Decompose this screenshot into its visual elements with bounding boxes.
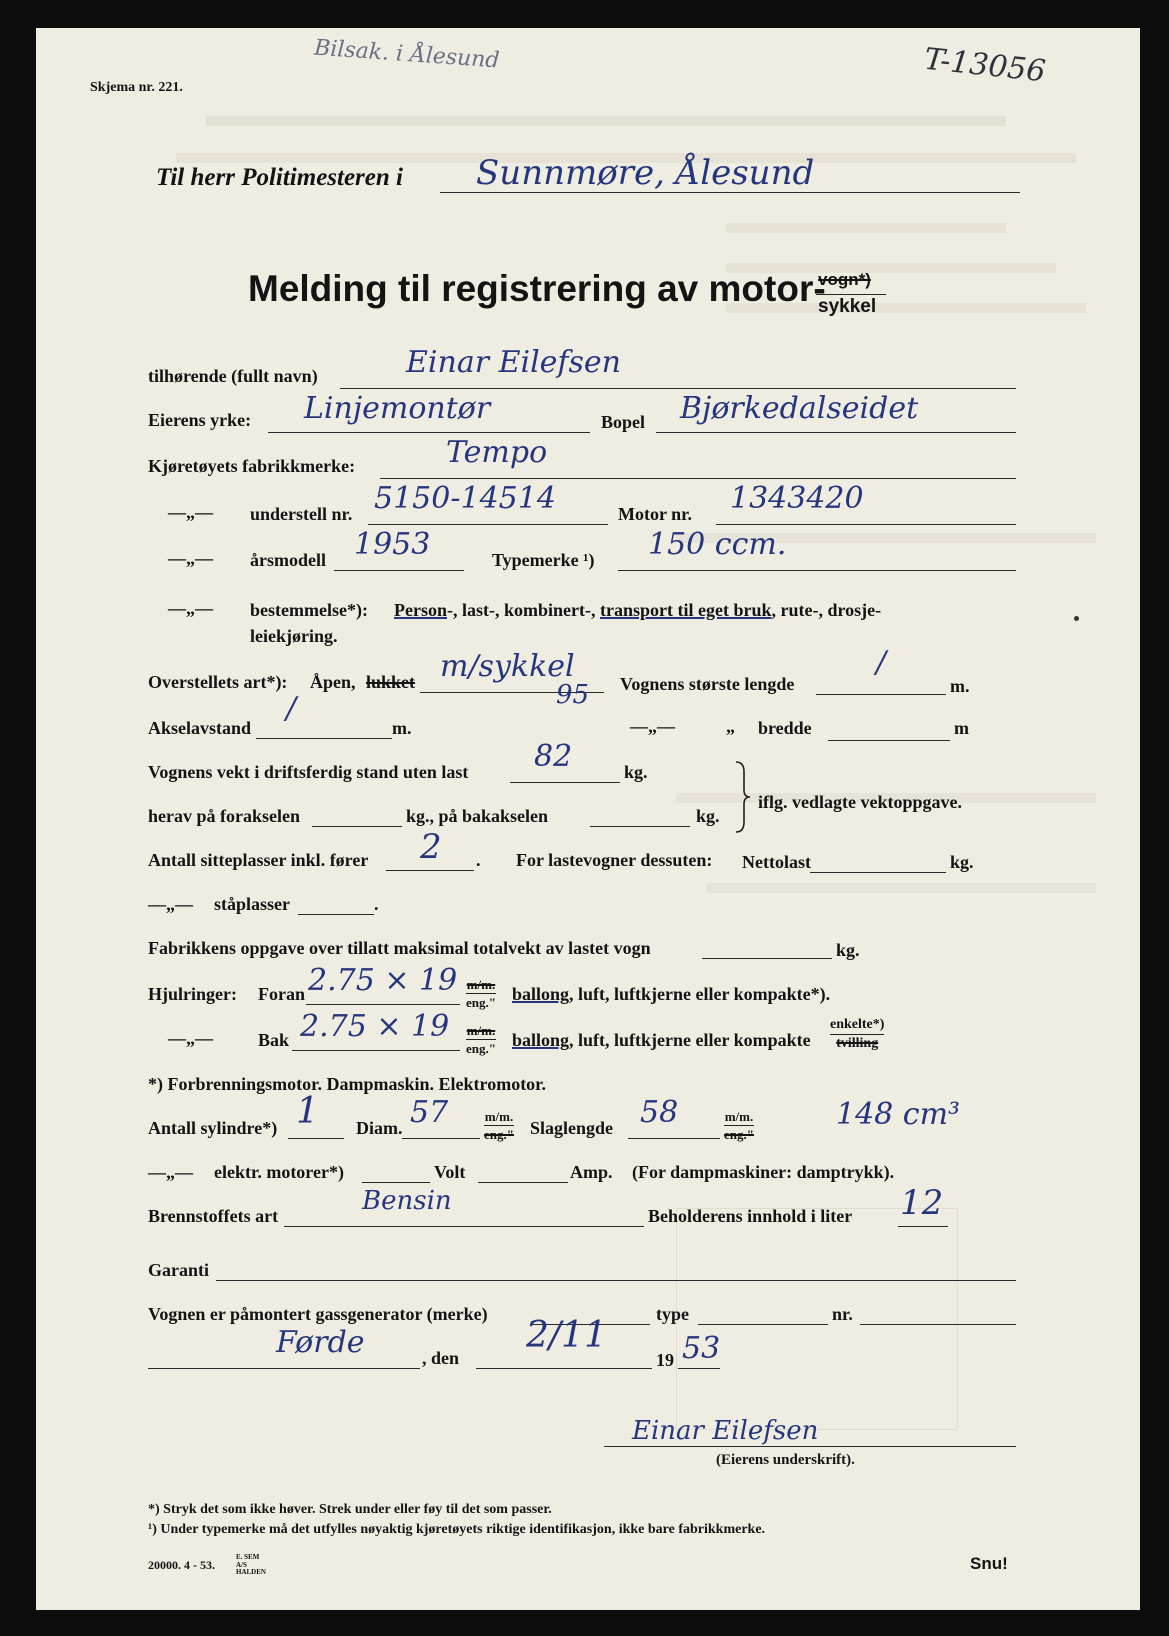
title-fraction-line [816, 294, 886, 295]
rear-wheel-field[interactable] [292, 1050, 460, 1051]
front-tyre-type [512, 984, 830, 1005]
year-dash: —„— [168, 548, 213, 568]
residence-value: Bjørkedalseidet [680, 391, 919, 426]
warranty-field[interactable] [216, 1280, 1016, 1281]
seats-value: 2 [420, 827, 442, 867]
owner-signature: Einar Eilefsen [632, 1416, 819, 1446]
engine-types: *) Forbrenningsmotor. Dampmaskin. Elektromotor. [148, 1074, 547, 1094]
weight-note: iflg. vedlagte vektoppgave. [758, 792, 962, 812]
seats-dot: . [476, 850, 481, 870]
diam-label: Diam. [356, 1118, 403, 1138]
tank-value: 12 [900, 1183, 944, 1223]
pencil-note: Bilsak. i Ålesund [313, 35, 501, 74]
front-axle-field[interactable] [312, 826, 402, 827]
print-code: 20000. 4 - 53. [148, 1558, 215, 1572]
gas-nr-label: nr. [832, 1304, 853, 1324]
gas-type-label: type [656, 1304, 689, 1324]
purpose-person[interactable]: Person [394, 600, 447, 620]
form-number: Skjema nr. 221. [90, 80, 183, 95]
owner-field[interactable] [340, 388, 1016, 389]
type-value: 150 ccm. [648, 527, 787, 562]
occupation-label: Eierens yrke: [148, 410, 252, 430]
axle-value: / [286, 691, 297, 726]
max-weight-label: Fabrikkens oppgave over tillatt maksimal totalvekt av lastet vogn [148, 938, 651, 958]
printer-name: E. SEM A/S HALDEN [236, 1553, 266, 1577]
addressee-label: Til herr Politimesteren i [156, 164, 403, 191]
chassis-value: 5150-14514 [374, 481, 556, 516]
front-wheel-value: 2.75 × 19 [308, 963, 458, 998]
diam-field[interactable] [402, 1138, 480, 1139]
owner-label: tilhørende (fullt navn) [148, 366, 318, 386]
rear-axle-label: kg., på bakakselen [406, 806, 549, 826]
cylinders-label: Antall sylindre*) [148, 1118, 278, 1138]
purpose-end: , rute-, drosje- [771, 600, 882, 620]
diam-unit-fraction: m/m. eng." [484, 1109, 514, 1142]
rear-tyre-rest: , luft, luftkjerne eller kompakte [569, 1030, 811, 1050]
front-axle-label: herav på forakselen [148, 806, 300, 826]
front-tyre-rest: , luft, luftkjerne eller kompakte*). [569, 984, 831, 1004]
axle-label: Akselavstand [148, 718, 252, 738]
motor-value: 1343420 [730, 481, 864, 516]
year-suffix-value: 53 [682, 1331, 721, 1366]
title-vogn: vogn*) [818, 270, 871, 289]
rear-ballong[interactable]: ballong [512, 1030, 570, 1050]
weight-value: 82 [534, 739, 573, 774]
rear-axle-unit: kg. [696, 806, 720, 826]
front-unit-fraction: m/m. eng." [466, 977, 496, 1010]
wheels-label: Hjulringer: [148, 984, 237, 1004]
net-label: Nettolast [742, 852, 811, 872]
tank-field[interactable] [898, 1226, 948, 1227]
place-value: Førde [276, 1325, 365, 1360]
stroke-value: 58 [640, 1095, 679, 1130]
seats-field[interactable] [386, 870, 474, 871]
date-label: , den [422, 1348, 460, 1368]
amp-label: Amp. [570, 1162, 613, 1182]
addressee-value: Sunnmøre, Ålesund [476, 153, 815, 193]
truck-label: For lastevogner dessuten: [516, 850, 713, 870]
length-value: / [876, 645, 887, 680]
make-label: Kjøretøyets fabrikkmerke: [148, 456, 356, 476]
rear-wheel-label: Bak [258, 1030, 290, 1050]
fuel-label: Brennstoffets art [148, 1206, 279, 1226]
tank-label: Beholderens innhold i liter [648, 1206, 853, 1226]
front-ballong[interactable]: ballong [512, 984, 570, 1004]
volt-label: Volt [434, 1162, 466, 1182]
turn-page-text[interactable]: Snu! [970, 1554, 1008, 1573]
cylinders-value: 1 [296, 1091, 319, 1132]
width-number: 95 [556, 680, 590, 710]
steam-note: (For dampmaskiner: damptrykk). [632, 1162, 895, 1182]
elmotor-dash: —„— [148, 1162, 193, 1182]
gas-type-field[interactable] [698, 1324, 828, 1325]
stroke-field[interactable] [628, 1138, 720, 1139]
make-value: Tempo [446, 435, 548, 470]
footnote-2: ¹) Under typemerke må det utfylles nøyaktig kjøretøyets riktige identifikasjon, ikke bare fabrikkmerke. [148, 1522, 766, 1537]
signature-label: (Eierens underskrift). [716, 1452, 855, 1468]
year-value: 1953 [354, 527, 431, 562]
stroke-label: Slaglengde [530, 1118, 614, 1138]
rear-unit-fraction: m/m. eng." [466, 1023, 496, 1056]
motor-field[interactable] [716, 524, 1016, 525]
purpose-line2: leiekjøring. [250, 626, 338, 646]
occupation-field[interactable] [268, 432, 590, 433]
occupation-value: Linjemontør [304, 391, 491, 426]
chassis-field[interactable] [368, 524, 608, 525]
weight-field[interactable] [510, 782, 620, 783]
rear-tyre-type [512, 1030, 811, 1051]
standing-end: . [374, 894, 379, 914]
width-label: bredde [758, 718, 812, 738]
length-unit: m. [950, 676, 970, 696]
date-value: 2/11 [526, 1315, 607, 1356]
elmotor-field[interactable] [362, 1182, 430, 1183]
year-field[interactable] [334, 570, 464, 571]
owner-value: Einar Eilefsen [406, 345, 621, 380]
residence-label: Bopel [601, 412, 646, 432]
fuel-value: Bensin [362, 1186, 452, 1216]
width-dash: —„— [630, 716, 675, 736]
page-title: Melding til registrering av motor- [248, 268, 826, 309]
type-label: Typemerke ¹) [492, 550, 595, 570]
purpose-label: bestemmelse*): [250, 600, 368, 620]
standing-dash: —„— [148, 894, 193, 914]
displacement-value: 148 cm³ [836, 1097, 961, 1132]
standing-field[interactable] [298, 914, 374, 915]
body-open: Åpen, [310, 672, 356, 692]
chassis-label: understell nr. [250, 504, 353, 524]
archive-number: T-13056 [922, 41, 1048, 90]
fuel-field[interactable] [284, 1226, 644, 1227]
type-field[interactable] [618, 570, 1016, 571]
warranty-label: Garanti [148, 1260, 209, 1280]
form-paper [36, 28, 1140, 1610]
stroke-unit-fraction: m/m. eng." [724, 1109, 754, 1142]
axle-unit: m. [392, 718, 412, 738]
title-sykkel: sykkel [818, 296, 877, 317]
standing-label: ståplasser [214, 894, 290, 914]
weight-label: Vognens vekt i driftsferdig stand uten last [148, 762, 469, 782]
date-field[interactable] [476, 1368, 652, 1369]
year-prefix: 19 [656, 1350, 674, 1370]
body-closed: lukket [366, 672, 416, 692]
body-label: Overstellets art*): [148, 672, 288, 692]
net-field[interactable] [810, 872, 946, 873]
elmotor-label: elektr. motorer*) [214, 1162, 344, 1182]
single-twin-fraction: enkelte*) tvilling [830, 1017, 885, 1051]
brace-icon [732, 760, 752, 834]
gas-nr-field[interactable] [860, 1324, 1016, 1325]
motor-label: Motor nr. [618, 504, 692, 524]
volt-field[interactable] [478, 1182, 568, 1183]
rear-axle-field[interactable] [590, 826, 690, 827]
year-label: årsmodell [250, 550, 326, 570]
width-unit: m [954, 718, 969, 738]
diam-value: 57 [410, 1095, 449, 1130]
weight-unit: kg. [624, 762, 648, 782]
axle-field[interactable] [256, 738, 392, 739]
length-label: Vognens største lengde [620, 674, 795, 694]
make-field[interactable] [380, 478, 1016, 479]
gas-label: Vognen er påmontert gassgenerator (merke) [148, 1304, 488, 1324]
width-field[interactable] [828, 740, 950, 741]
max-weight-unit: kg. [836, 940, 860, 960]
front-wheel-field[interactable] [306, 1004, 460, 1005]
signature-field[interactable] [604, 1446, 1016, 1447]
cylinders-field[interactable] [288, 1138, 344, 1139]
length-field[interactable] [816, 694, 946, 695]
width-quote: „ [726, 716, 735, 736]
purpose-middle: -, last-, kombinert-, [447, 600, 596, 620]
margin-mark [1074, 616, 1079, 621]
rear-wheel-value: 2.75 × 19 [300, 1009, 450, 1044]
place-field[interactable] [148, 1368, 420, 1369]
purpose-dash: —„— [168, 598, 213, 618]
purpose-transport[interactable]: transport til eget bruk [599, 600, 772, 620]
year-suffix-field[interactable] [678, 1368, 720, 1369]
rear-wheel-dash: —„— [168, 1028, 213, 1048]
net-unit: kg. [950, 852, 974, 872]
chassis-dash: —„— [168, 502, 213, 522]
front-wheel-label: Foran [258, 984, 305, 1004]
body-value: m/sykkel [440, 649, 575, 684]
max-weight-field[interactable] [702, 958, 832, 959]
seats-label: Antall sitteplasser inkl. fører [148, 850, 369, 870]
purpose-options [394, 600, 881, 621]
residence-field[interactable] [656, 432, 1016, 433]
footnote-1: *) Stryk det som ikke høver. Strek under eller føy til det som passer. [148, 1502, 552, 1517]
